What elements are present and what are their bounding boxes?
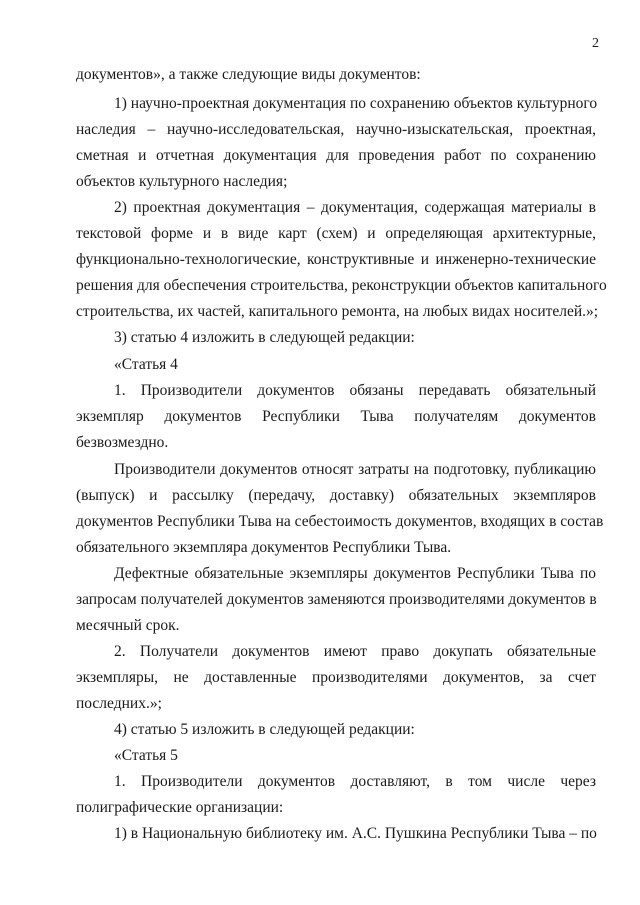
text-line: экземпляры, не доставленные производителями документов, за счет <box>76 669 596 686</box>
text-line: 1) научно-проектная документация по сохранению объектов культурного <box>114 95 598 112</box>
text-line: строительства, их частей, капитального ремонта, на любых видах носителей.»; <box>76 303 599 320</box>
text-line: «Статья 4 <box>114 356 178 373</box>
text-line: полиграфические организации: <box>76 799 284 816</box>
text-line: обязательного экземпляра документов Республики Тыва. <box>76 539 452 556</box>
text-line: 1. Производители документов обязаны передавать обязательный <box>114 382 596 399</box>
text-line: решения для обеспечения строительства, реконструкции объектов капитального <box>76 277 607 294</box>
text-line: 4) статью 5 изложить в следующей редакции: <box>114 721 415 738</box>
text-line: сметная и отчетная документация для проведения работ по сохранению <box>76 147 596 164</box>
text-line: Дефектные обязательные экземпляры документов Республики Тыва по <box>114 565 596 582</box>
text-line: 1) в Национальную библиотеку им. А.С. Пушкина Республики Тыва – по <box>114 825 597 842</box>
text-line: запросам получателей документов заменяются производителями документов в <box>76 591 597 608</box>
text-line: 3) статью 4 изложить в следующей редакции: <box>114 329 415 346</box>
text-line: 2) проектная документация – документация, содержащая материалы в <box>114 199 596 216</box>
text-line: документов», а также следующие виды документов: <box>76 66 421 83</box>
text-line: 2. Получатели документов имеют право докупать обязательные <box>114 643 596 660</box>
page-number: 2 <box>592 36 599 51</box>
text-line: документов Республики Тыва на себестоимость документов, входящих в состав <box>76 513 604 530</box>
text-line: наследия – научно-исследовательская, научно-изыскательская, проектная, <box>76 121 596 138</box>
text-line: безвозмездно. <box>76 434 169 451</box>
text-line: текстовой форме и в виде карт (схем) и определяющая архитектурные, <box>76 225 596 242</box>
text-line: месячный срок. <box>76 617 180 634</box>
text-line: 1. Производители документов доставляют, в том числе через <box>114 773 596 790</box>
text-line: (выпуск) и рассылку (передачу, доставку) обязательных экземпляров <box>76 487 596 504</box>
text-line: функционально-технологические, конструктивные и инженерно-технические <box>76 251 596 268</box>
text-line: «Статья 5 <box>114 747 178 764</box>
text-line: объектов культурного наследия; <box>76 173 288 190</box>
text-line: последних.»; <box>76 695 162 712</box>
text-line: экземпляр документов Республики Тыва получателям документов <box>76 408 596 425</box>
text-line: Производители документов относят затраты на подготовку, публикацию <box>114 461 596 478</box>
